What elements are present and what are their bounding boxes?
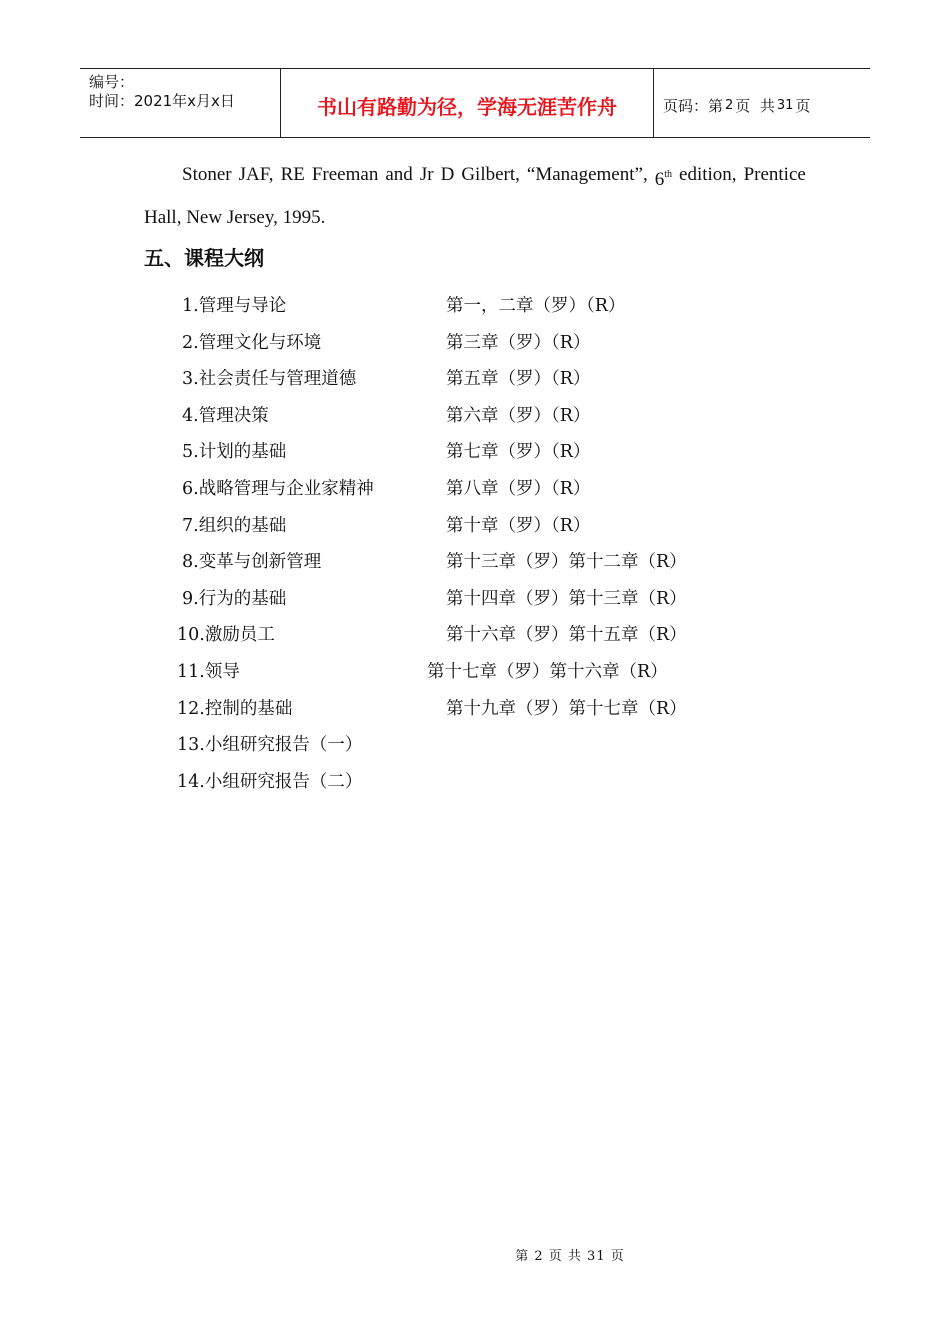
syllabus-chapter: 第八章（罗）（R） (446, 478, 591, 499)
ref-word: “Management”, (526, 164, 648, 185)
page-header (80, 68, 870, 138)
syllabus-row (0, 617, 950, 654)
page-footer: 第 2 页 共 31 页 (515, 1249, 625, 1264)
ref-word: Freeman (311, 164, 379, 185)
syllabus-chapter: 第十四章（罗）第十三章（R） (446, 588, 687, 609)
header-motto: 书山有路勤为径，学海无涯苦作舟 (281, 69, 654, 137)
ref-word: Stoner (182, 164, 232, 185)
syllabus-topic: 14.小组研究报告（二） (177, 771, 363, 792)
ref-word: edition, (679, 164, 737, 185)
ref-word: Gilbert, (461, 164, 520, 185)
ref-edition-suffix: th (664, 169, 673, 180)
page-number: 2 (725, 97, 734, 113)
syllabus-chapter: 第一，二章（罗）（R） (446, 296, 626, 316)
page-total: 31 (776, 97, 794, 113)
syllabus-chapter: 第十七章（罗）第十六章（R） (427, 661, 668, 682)
syllabus-topic: 4.管理决策 (182, 405, 269, 426)
syllabus-row (0, 471, 950, 508)
ref-edition-digit: 6 (654, 169, 665, 190)
syllabus-row (0, 581, 950, 618)
syllabus-chapter: 第五章（罗）（R） (446, 369, 591, 390)
document-number-label: 编号： (89, 73, 135, 91)
page-label-mid: 页 共 (735, 96, 775, 115)
syllabus-row (0, 654, 950, 691)
ref-word: JAF, (238, 164, 274, 185)
syllabus-topic: 3.社会责任与管理道德 (182, 369, 357, 390)
syllabus-chapter: 第三章（罗）（R） (446, 332, 591, 353)
syllabus-row (0, 434, 950, 471)
ref-word: RE (280, 164, 305, 185)
syllabus-row (0, 398, 950, 435)
syllabus-row (0, 508, 950, 545)
page-label-prefix: 页码：第 (663, 96, 724, 115)
syllabus-topic: 6.战略管理与企业家精神 (182, 478, 374, 499)
reference-line-2: Hall, New Jersey, 1995. (144, 207, 326, 228)
ref-word: D (440, 164, 455, 185)
ref-word: Jr (419, 164, 434, 185)
page-label-suffix: 页 (795, 96, 811, 115)
syllabus-list (0, 288, 950, 800)
syllabus-chapter: 第十九章（罗）第十七章（R） (446, 698, 687, 719)
syllabus-chapter: 第十六章（罗）第十五章（R） (446, 625, 687, 646)
reference-line-1 (144, 156, 806, 199)
ref-edition-number (655, 156, 672, 199)
syllabus-row (0, 727, 950, 764)
ref-word: Prentice (743, 164, 806, 185)
syllabus-topic: 13.小组研究报告（一） (177, 735, 363, 756)
syllabus-topic: 12.控制的基础 (177, 698, 293, 719)
header-meta-cell (80, 69, 281, 137)
reference-citation (144, 156, 806, 237)
syllabus-topic: 2.管理文化与环境 (182, 332, 322, 353)
syllabus-row (0, 361, 950, 398)
document-time-label: 时间：2021年x月x日 (89, 92, 235, 110)
section-title: 五、课程大纲 (144, 246, 264, 270)
syllabus-chapter: 第十三章（罗）第十二章（R） (446, 552, 687, 573)
syllabus-row (0, 288, 950, 325)
syllabus-chapter: 第七章（罗）（R） (446, 442, 591, 463)
syllabus-topic: 11.领导 (177, 661, 240, 682)
ref-word: and (385, 164, 413, 185)
syllabus-row (0, 544, 950, 581)
syllabus-chapter: 第六章（罗）（R） (446, 405, 591, 426)
syllabus-topic: 10.激励员工 (177, 625, 275, 646)
syllabus-topic: 5.计划的基础 (182, 442, 287, 463)
syllabus-topic: 1.管理与导论 (182, 296, 287, 316)
syllabus-topic: 7.组织的基础 (182, 515, 287, 536)
syllabus-topic: 9.行为的基础 (182, 588, 287, 609)
header-page-info (654, 69, 870, 137)
syllabus-chapter: 第十章（罗）（R） (446, 515, 591, 536)
syllabus-topic: 8.变革与创新管理 (182, 552, 322, 573)
syllabus-row (0, 764, 950, 801)
syllabus-row (0, 691, 950, 728)
syllabus-row (0, 325, 950, 362)
